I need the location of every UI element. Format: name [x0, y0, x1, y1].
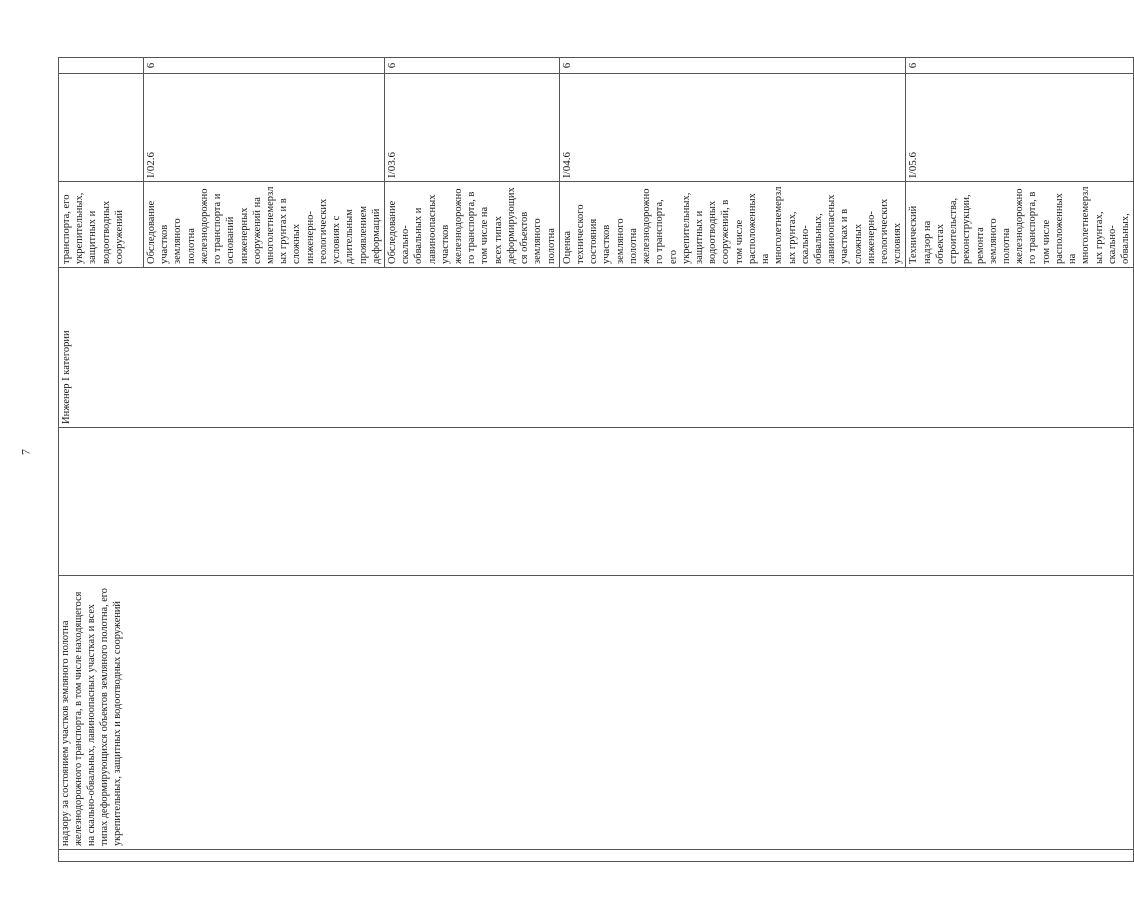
table-cell-empty [59, 428, 1134, 576]
labor-function-cell [59, 182, 144, 268]
qualification-level: 6 [385, 62, 398, 69]
function-code-cell [559, 74, 906, 182]
qualification-level-cell [384, 58, 559, 74]
function-code: I/03.6 [385, 152, 398, 178]
labor-function-cell [384, 182, 559, 268]
function-code: I/04.6 [560, 152, 573, 178]
labor-function-cell [906, 182, 1134, 268]
table-row [59, 58, 144, 862]
function-code-cell [906, 74, 1134, 182]
table-cell-empty [59, 850, 1134, 862]
qualification-level-cell [59, 58, 144, 74]
labor-function-text: Обследование скально-обвальных и лавиноопасных участков железнодорожного транспорта, в том числе на всех типах деформирующихся объектов земляного полотна [386, 187, 557, 264]
qualification-level: 6 [560, 62, 573, 69]
qualification-cell [59, 268, 1134, 428]
labor-function-text: Оценка технического состояния участков земляного полотна железнодорожного транспорта, его укрепительных, защитных и водоотводных сооружений, в том числе расположенных на многолетнемерзлых грунтах, скально-обвальных, лавиноопасных участках и в сложных инженерно-геологических условиях [561, 186, 904, 264]
qualification-level: 6 [145, 62, 157, 69]
page-number: 7 [18, 449, 33, 455]
function-code-cell [384, 74, 559, 182]
function-code: I/05.6 [907, 152, 920, 178]
labor-function-cell [144, 182, 385, 268]
general-function-description: надзору за состоянием участков земляного полотна железнодорожного транспорта, в том числе находящегося на скально-обвальных, лавиноопасных участках и всех типах деформирующихся объектов земляного полотна, его укрепительных, защитных и водоотводных сооружений [60, 588, 123, 846]
qualification-level-cell [559, 58, 906, 74]
qualification-level-cell [144, 58, 385, 74]
qualification-level-text: Инженер I категории [61, 330, 72, 424]
labor-function-text: транспорта, его укрепительных, защитных и водоотводных сооружений [61, 192, 125, 264]
labor-function-cell [559, 182, 906, 268]
function-code: I/02.6 [145, 152, 157, 178]
function-code-cell [59, 74, 144, 182]
qualification-level-cell [906, 58, 1134, 74]
rotated-table-container [58, 58, 1131, 862]
general-function-description-cell [59, 576, 1134, 850]
qualification-level: 6 [907, 62, 920, 69]
function-code-cell [144, 74, 385, 182]
labor-function-text: Технический надзор на объектах строительства, реконструкции, ремонта земляного полотна железнодорожного транспорта, в том числе расположенных на многолетнемерзлых грунтах, скально-обвальных, [908, 186, 1131, 264]
labor-function-text: Обследование участков земляного полотна железнодорожного транспорта и оснований инженерных сооружений на многолетнемерзлых грунтах и в сложных инженерно-геологических условиях с длительным проявлением деформаций [146, 186, 382, 264]
functions-table [58, 57, 1134, 862]
